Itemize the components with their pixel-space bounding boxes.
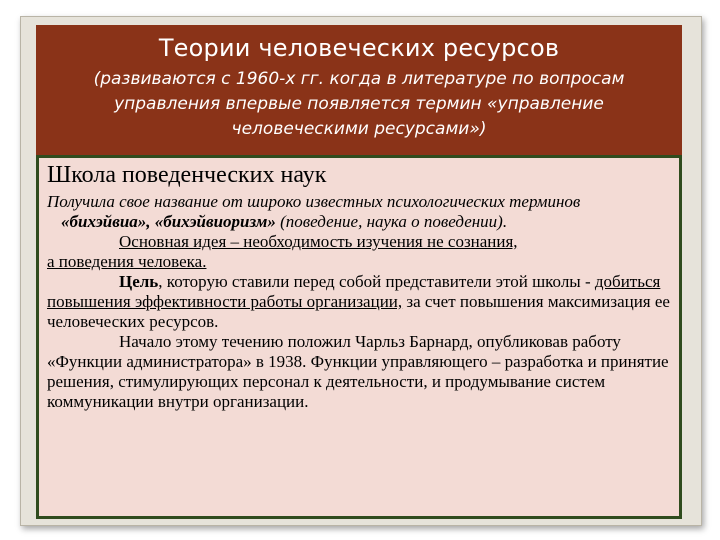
intro-text-after: (поведение, наука о поведении). bbox=[275, 212, 508, 231]
goal-underlined: добиться повышения эффективности работы организации, bbox=[47, 272, 661, 311]
goal-text-2: за счет повышения максимизация ее человеческих ресурсов. bbox=[47, 292, 670, 331]
goal-paragraph bbox=[47, 272, 671, 332]
content-panel bbox=[36, 155, 682, 519]
slide-subtitle: (развиваются с 1960-х гг. когда в литературе по вопросам управления впервые появляется термин «управление человеческими ресурсами») bbox=[93, 69, 625, 139]
main-idea-line-2 bbox=[47, 252, 671, 272]
slide-title: Теории человеческих ресурсов bbox=[158, 34, 560, 62]
intro-terms: «бихэйвиа», «бихэйвиоризм» bbox=[61, 212, 276, 231]
barnard-text: Начало этому течению положил Чарльз Барнард, опубликовав работу «Функции администратора» в 1938. Функции управляющего – разработка и принятие решения, стимулирующих персонал к деятельности, и продумывание систем коммуникации внутри организации. bbox=[47, 332, 669, 411]
intro-text-before: Получила свое название от широко известных психологических терминов bbox=[47, 192, 581, 211]
goal-text-1: , которую ставили перед собой представители этой школы - bbox=[158, 272, 595, 291]
intro-paragraph bbox=[47, 192, 671, 232]
barnard-paragraph bbox=[47, 332, 671, 412]
main-idea-text-2: а поведения человека. bbox=[47, 252, 207, 271]
main-idea-text-1: Основная идея – необходимость изучения не сознания, bbox=[119, 232, 518, 251]
goal-label: Цель bbox=[119, 272, 159, 291]
section-heading: Школа поведенческих наук bbox=[47, 162, 327, 188]
main-idea-line-1 bbox=[47, 232, 671, 252]
title-banner bbox=[36, 25, 682, 155]
